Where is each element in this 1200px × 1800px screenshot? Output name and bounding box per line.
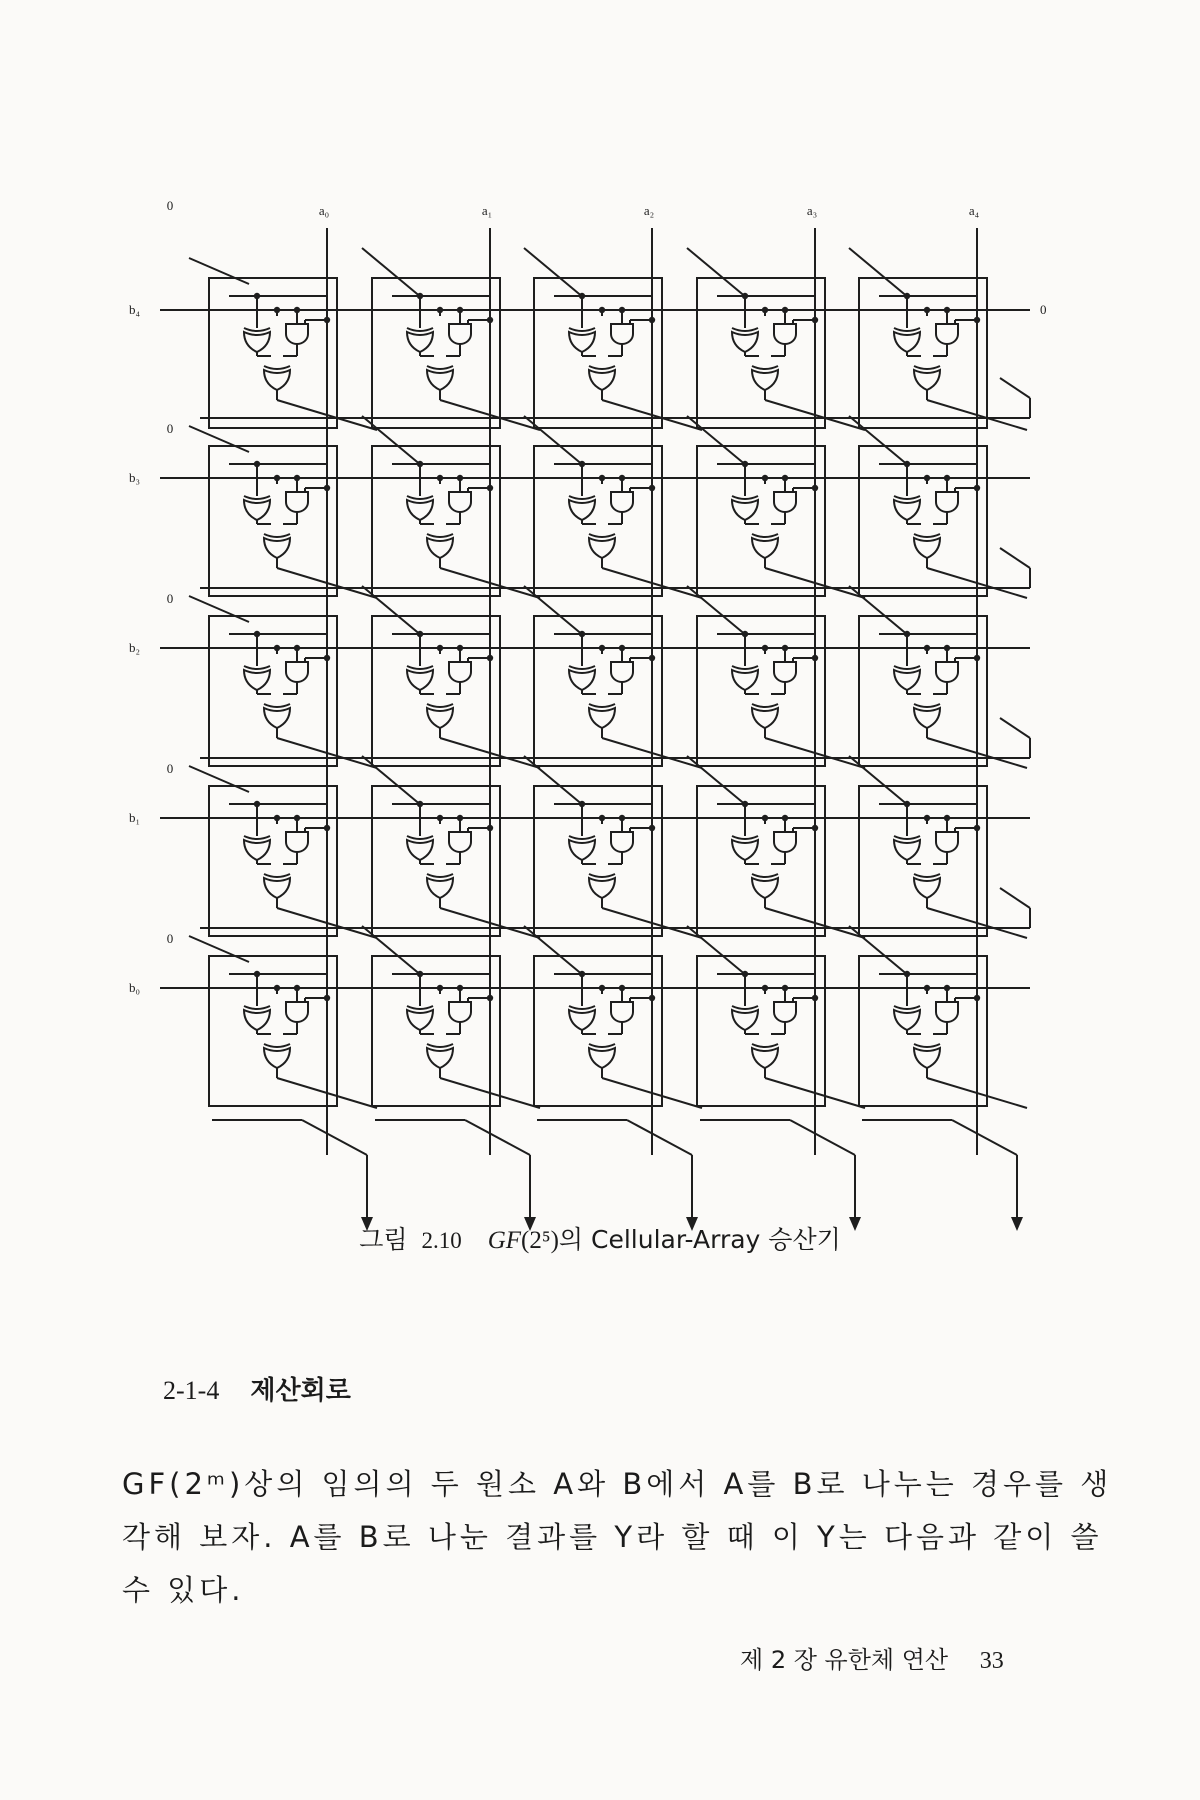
cell-box [859,786,987,936]
caption-field: GF [487,1227,522,1254]
xor-gate-arc [427,874,453,877]
xor-gate-arc [569,328,595,331]
xor-gate-arc [427,534,453,537]
xor-gate [244,840,270,860]
xor-gate [732,840,758,860]
xor-gate [569,670,595,690]
cell-box [859,616,987,766]
and-gate [936,1002,958,1022]
cell-box [697,956,825,1106]
xor-gate [752,878,778,898]
column-input-label: a₀ [318,203,330,218]
and-gate [449,324,471,344]
xor-gate-arc [407,1006,433,1009]
xor-gate [752,538,778,558]
column-input-label: a₃ [806,203,818,218]
xor-gate [264,538,290,558]
caption-field-arg: (2⁵) [521,1227,559,1254]
xor-gate-arc [894,1006,920,1009]
cell-box [209,446,337,596]
cell-box [534,786,662,936]
xor-gate [264,1048,290,1068]
xor-gate [752,708,778,728]
xor-gate [914,878,940,898]
xor-gate [427,708,453,728]
and-gate [449,492,471,512]
xor-gate-arc [427,1044,453,1047]
xor-gate-arc [894,328,920,331]
and-gate [774,324,796,344]
xor-gate [407,670,433,690]
section-number: 2-1-4 [163,1376,220,1405]
xor-gate [407,500,433,520]
and-gate [774,1002,796,1022]
cell-box [859,278,987,428]
column-input-label: a₄ [968,203,980,218]
xor-gate-arc [914,704,940,707]
xor-gate [569,1010,595,1030]
xor-gate [569,500,595,520]
xor-gate-arc [244,328,270,331]
and-gate [449,1002,471,1022]
xor-gate-arc [589,366,615,369]
xor-gate [894,670,920,690]
cell-box [534,278,662,428]
zero-input-wire [189,596,249,622]
xor-gate [894,500,920,520]
zero-input-label: 0 [166,198,174,213]
xor-gate [914,1048,940,1068]
zero-input-wire [189,766,249,792]
and-gate [936,662,958,682]
xor-gate-arc [244,1006,270,1009]
xor-gate [244,332,270,352]
xor-gate-arc [407,496,433,499]
and-gate [611,324,633,344]
column-input-label: a₂ [643,203,655,218]
xor-gate [894,332,920,352]
row-input-label: b₄ [128,302,140,317]
xor-gate [589,708,615,728]
and-gate [774,492,796,512]
xor-gate [569,840,595,860]
cell-box [372,786,500,936]
xor-gate [264,878,290,898]
row-input-label: b₃ [128,470,140,485]
xor-gate-arc [407,328,433,331]
xor-gate [264,370,290,390]
and-gate [286,1002,308,1022]
and-gate [774,662,796,682]
and-gate [936,832,958,852]
and-gate [449,662,471,682]
xor-gate-arc [264,534,290,537]
xor-gate-arc [732,666,758,669]
xor-gate-arc [569,496,595,499]
xor-gate [752,370,778,390]
column-input-label: a₁ [481,203,493,218]
and-gate [611,1002,633,1022]
xor-gate [589,1048,615,1068]
xor-gate-arc [752,1044,778,1047]
xor-gate-arc [589,874,615,877]
cell-box [372,446,500,596]
zero-input-label: 0 [166,421,174,436]
output-wire [790,1120,855,1155]
xor-gate-arc [569,1006,595,1009]
xor-gate-arc [244,496,270,499]
row-input-label: b₂ [128,640,140,655]
xor-gate-arc [427,366,453,369]
xor-gate [427,538,453,558]
and-gate [286,832,308,852]
paragraph-line: 수 있다. [122,1573,245,1607]
xor-gate [589,878,615,898]
output-wire [465,1120,530,1155]
xor-gate [914,708,940,728]
xor-gate-arc [894,836,920,839]
xor-gate-arc [914,534,940,537]
and-gate [611,492,633,512]
xor-gate [914,370,940,390]
xor-gate [732,500,758,520]
xor-gate [244,1010,270,1030]
zero-input-wire [189,258,249,284]
xor-gate [427,1048,453,1068]
output-wire [302,1120,367,1155]
xor-gate-arc [732,836,758,839]
xor-gate [427,370,453,390]
xor-gate-arc [407,836,433,839]
xor-gate-arc [752,534,778,537]
zero-input-label: 0 [166,591,174,606]
cell-box [209,956,337,1106]
figure-caption [0,1220,1200,1256]
xor-gate [407,1010,433,1030]
feedback-wire [1000,888,1030,908]
row-input-label: b₀ [128,980,140,995]
xor-gate-arc [264,874,290,877]
xor-gate-arc [427,704,453,707]
xor-gate [732,1010,758,1030]
xor-gate-arc [264,704,290,707]
xor-gate-arc [569,836,595,839]
caption-rest: 의 Cellular-Array 승산기 [558,1225,841,1254]
zero-input-label: 0 [166,761,174,776]
xor-gate [244,500,270,520]
cell-box [859,446,987,596]
cell-box [697,616,825,766]
cell-box [372,956,500,1106]
feedback-wire [1000,378,1030,398]
feedback-wire [1000,718,1030,738]
xor-gate-arc [589,1044,615,1047]
footer-chapter: 제 2 장 유한체 연산 [740,1646,949,1674]
cell-box [697,446,825,596]
row-input-label: b₁ [128,810,140,825]
zero-output-label: 0 [1040,302,1047,317]
xor-gate-arc [752,874,778,877]
paragraph-line: GF(2ᵐ)상의 임의의 두 원소 A와 B에서 A를 B로 나누는 경우를 생 [122,1467,1113,1501]
and-gate [936,324,958,344]
xor-gate-arc [244,836,270,839]
xor-gate [894,840,920,860]
xor-gate-arc [752,704,778,707]
cell-box [697,786,825,936]
page-number: 33 [979,1648,1004,1674]
zero-input-wire [189,936,249,962]
xor-gate-arc [914,874,940,877]
cell-box [534,446,662,596]
xor-gate-arc [264,366,290,369]
feedback-wire [1000,548,1030,568]
xor-gate [244,670,270,690]
xor-gate-arc [752,366,778,369]
and-gate [286,324,308,344]
xor-gate [894,1010,920,1030]
xor-gate-arc [894,496,920,499]
and-gate [611,832,633,852]
cell-box [859,956,987,1106]
xor-gate [264,708,290,728]
and-gate [449,832,471,852]
and-gate [774,832,796,852]
cell-box [209,278,337,428]
xor-gate-arc [569,666,595,669]
output-wire [627,1120,692,1155]
xor-gate [407,332,433,352]
xor-gate [752,1048,778,1068]
cell-box [372,278,500,428]
xor-gate [589,538,615,558]
xor-gate-arc [244,666,270,669]
xor-gate-arc [407,666,433,669]
caption-prefix: 그림 [359,1225,408,1254]
output-wire [952,1120,1017,1155]
cell-box [209,786,337,936]
zero-input-wire [189,426,249,452]
cell-box [534,616,662,766]
cell-box [697,278,825,428]
and-gate [611,662,633,682]
xor-gate-arc [914,366,940,369]
xor-gate [589,370,615,390]
section-title: 제산회로 [250,1376,351,1406]
paragraph-line: 각해 보자. A를 B로 나눈 결과를 Y라 할 때 이 Y는 다음과 같이 쓸 [122,1520,1103,1554]
cell-box [372,616,500,766]
xor-gate-arc [589,704,615,707]
xor-gate [407,840,433,860]
xor-gate-arc [732,496,758,499]
xor-gate [732,332,758,352]
xor-gate-arc [894,666,920,669]
cell-box [534,956,662,1106]
xor-gate-arc [732,1006,758,1009]
xor-gate-arc [589,534,615,537]
section-heading [163,1370,351,1407]
xor-gate-arc [264,1044,290,1047]
xor-gate [732,670,758,690]
and-gate [936,492,958,512]
xor-gate [914,538,940,558]
zero-input-label: 0 [166,931,174,946]
xor-gate-arc [914,1044,940,1047]
page-footer [740,1640,1004,1675]
xor-gate [427,878,453,898]
and-gate [286,662,308,682]
body-paragraph [122,1458,1113,1617]
caption-number: 2.10 [421,1228,462,1253]
cell-box [209,616,337,766]
xor-gate-arc [732,328,758,331]
xor-gate [569,332,595,352]
and-gate [286,492,308,512]
